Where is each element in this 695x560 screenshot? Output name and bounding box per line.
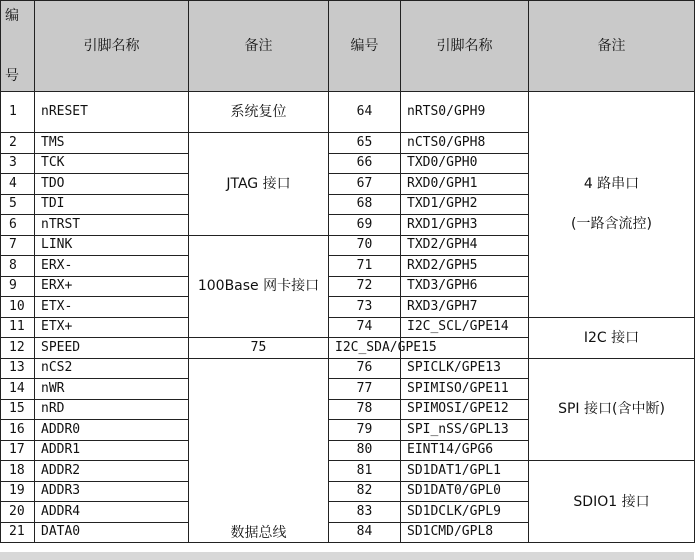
note-cell-right: SDIO1 接口: [529, 461, 695, 543]
row-number-right: 66: [329, 153, 401, 174]
watermark-logo: [548, 505, 688, 545]
row-number-right: 73: [329, 297, 401, 318]
pin-name: TDO: [35, 174, 189, 195]
pin-name-right: SPIMISO/GPE11: [401, 379, 529, 400]
row-number: 13: [1, 358, 35, 379]
pin-name-right: SD1DAT0/GPL0: [401, 481, 529, 502]
row-number-right: 79: [329, 420, 401, 441]
table-row: [1, 317, 695, 338]
pin-name: ADDR4: [35, 502, 189, 523]
row-number: 5: [1, 194, 35, 215]
row-number: 21: [1, 522, 35, 543]
note-cell-right: [529, 92, 695, 318]
row-number-right: 75: [189, 338, 329, 359]
note-cell: 系统复位: [189, 92, 329, 133]
header-note-right: 备注: [529, 1, 695, 92]
header-num: 编 号: [1, 1, 35, 92]
row-number: 19: [1, 481, 35, 502]
table-row: [1, 461, 695, 482]
pin-name-right: RXD1/GPH3: [401, 215, 529, 236]
pin-name: nRD: [35, 399, 189, 420]
row-number-right: 76: [329, 358, 401, 379]
header-pin-name: 引脚名称: [35, 1, 189, 92]
table-row: [1, 92, 695, 133]
pin-name-right: nRTS0/GPH9: [401, 92, 529, 133]
row-number: 2: [1, 133, 35, 154]
row-number-right: 78: [329, 399, 401, 420]
row-number-right: 64: [329, 92, 401, 133]
row-number: 20: [1, 502, 35, 523]
table-row: [1, 358, 695, 379]
row-number: 17: [1, 440, 35, 461]
pin-name: ADDR3: [35, 481, 189, 502]
pin-name: nCS2: [35, 358, 189, 379]
note-cell-right: I2C 接口: [529, 317, 695, 358]
row-number-right: 77: [329, 379, 401, 400]
pin-name-right: RXD2/GPH5: [401, 256, 529, 277]
pin-name-right: SPICLK/GPE13: [401, 358, 529, 379]
row-number-right: 71: [329, 256, 401, 277]
row-number-right: 83: [329, 502, 401, 523]
pin-name-right: TXD3/GPH6: [401, 276, 529, 297]
pin-name: ERX-: [35, 256, 189, 277]
row-number-right: 81: [329, 461, 401, 482]
row-number: 16: [1, 420, 35, 441]
pin-name-right: SPI_nSS/GPL13: [401, 420, 529, 441]
pin-name-right: I2C_SDA/GPE15: [329, 338, 401, 359]
pin-name-right: TXD0/GPH0: [401, 153, 529, 174]
header-note: 备注: [189, 1, 329, 92]
pin-name: SPEED: [35, 338, 189, 359]
row-number: 4: [1, 174, 35, 195]
pin-name-right: SD1CMD/GPL8: [401, 522, 529, 543]
row-number: 7: [1, 235, 35, 256]
pin-name-right: RXD3/GPH7: [401, 297, 529, 318]
row-number-right: 65: [329, 133, 401, 154]
row-number: 15: [1, 399, 35, 420]
pin-name: nTRST: [35, 215, 189, 236]
pin-name-right: RXD0/GPH1: [401, 174, 529, 195]
pin-name-right: TXD2/GPH4: [401, 235, 529, 256]
row-number-right: 80: [329, 440, 401, 461]
pin-name: DATA0: [35, 522, 189, 543]
note-cell-right: SPI 接口(含中断): [529, 358, 695, 461]
pin-name: nRESET: [35, 92, 189, 133]
pin-name: TDI: [35, 194, 189, 215]
note-cell: JTAG 接口: [189, 133, 329, 236]
row-number-right: 72: [329, 276, 401, 297]
bottom-scroll-strip: [0, 552, 694, 560]
row-number: 18: [1, 461, 35, 482]
row-number-right: 67: [329, 174, 401, 195]
pin-name: ADDR0: [35, 420, 189, 441]
row-number: 8: [1, 256, 35, 277]
pin-name: ETX-: [35, 297, 189, 318]
row-number-right: 69: [329, 215, 401, 236]
pin-name-right: SPIMOSI/GPE12: [401, 399, 529, 420]
row-number: 12: [1, 338, 35, 359]
pin-name-right: SD1DAT1/GPL1: [401, 461, 529, 482]
row-number: 1: [1, 92, 35, 133]
header-num-right: 编号: [329, 1, 401, 92]
row-number-right: 84: [329, 522, 401, 543]
pin-name-right: EINT14/GPG6: [401, 440, 529, 461]
pin-name: nWR: [35, 379, 189, 400]
row-number: 10: [1, 297, 35, 318]
note-cell: 100Base 网卡接口: [189, 235, 329, 338]
row-number: 14: [1, 379, 35, 400]
pin-name: ADDR1: [35, 440, 189, 461]
row-number-right: 70: [329, 235, 401, 256]
row-number: 9: [1, 276, 35, 297]
pin-name: TMS: [35, 133, 189, 154]
pin-name-right: TXD1/GPH2: [401, 194, 529, 215]
pin-name: LINK: [35, 235, 189, 256]
pin-name-right: SD1DCLK/GPL9: [401, 502, 529, 523]
pin-name: ETX+: [35, 317, 189, 338]
header-row: [1, 1, 695, 92]
pin-name: ADDR2: [35, 461, 189, 482]
pin-name-right: I2C_SCL/GPE14: [401, 317, 529, 338]
uart-note-line1: 4 路串口: [583, 176, 640, 193]
pin-name: TCK: [35, 153, 189, 174]
row-number-right: 82: [329, 481, 401, 502]
row-number: 3: [1, 153, 35, 174]
header-pin-name-right: 引脚名称: [401, 1, 529, 92]
row-number-right: 74: [329, 317, 401, 338]
pin-name: ERX+: [35, 276, 189, 297]
row-number: 6: [1, 215, 35, 236]
pin-name-right: nCTS0/GPH8: [401, 133, 529, 154]
row-number: 11: [1, 317, 35, 338]
row-number-right: 68: [329, 194, 401, 215]
note-cell: 数据总线: [189, 358, 329, 543]
uart-note-line2: (一路含流控): [571, 216, 652, 233]
